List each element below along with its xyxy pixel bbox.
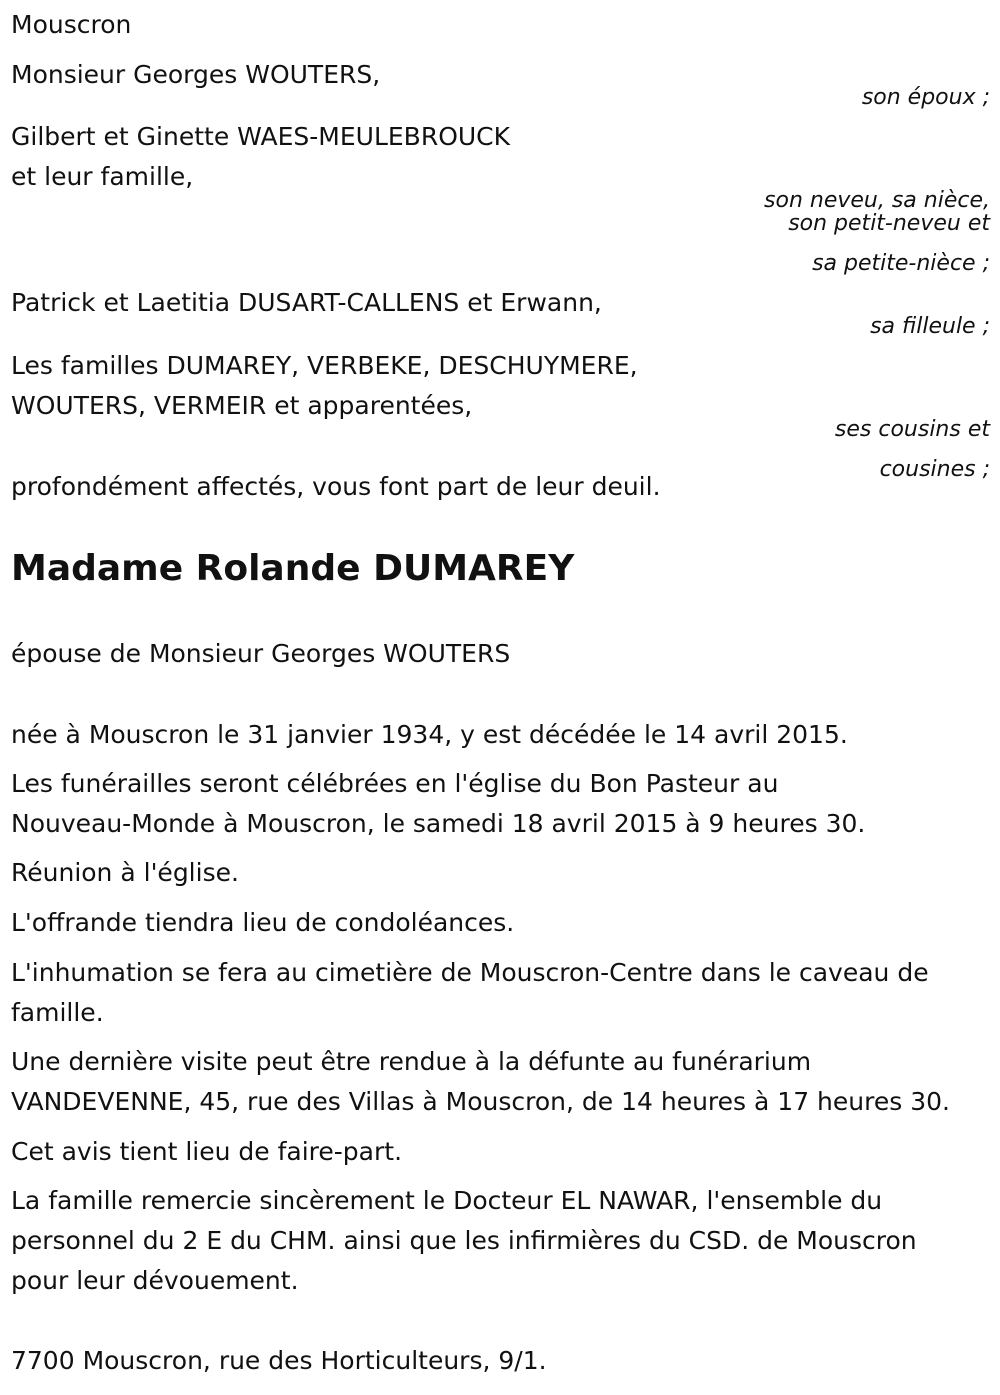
family-relation-line: sa filleule ; bbox=[870, 314, 990, 339]
paragraph-line: L'inhumation se fera au cimetière de Mouscron-Centre dans le caveau de bbox=[11, 958, 929, 987]
paragraph-line: née à Mouscron le 31 janvier 1934, y est décédée le 14 avril 2015. bbox=[11, 720, 848, 749]
spouse-line: épouse de Monsieur Georges WOUTERS bbox=[11, 639, 511, 668]
family-names-line: et leur famille, bbox=[11, 162, 194, 191]
family-names-line: WOUTERS, VERMEIR et apparentées, bbox=[11, 391, 473, 420]
family-names-line: Monsieur Georges WOUTERS, bbox=[11, 60, 381, 89]
paragraph-line: VANDEVENNE, 45, rue des Villas à Mouscron, de 14 heures à 17 heures 30. bbox=[11, 1087, 950, 1116]
paragraph-line: Une dernière visite peut être rendue à la défunte au funérarium bbox=[11, 1047, 812, 1076]
family-relation-line: ses cousins et bbox=[834, 417, 990, 442]
paragraph-line: La famille remercie sincèrement le Docteur EL NAWAR, l'ensemble du bbox=[11, 1186, 883, 1215]
announcement-text: profondément affectés, vous font part de leur deuil. bbox=[11, 472, 661, 501]
family-relation-line: son neveu, sa nièce, bbox=[764, 188, 990, 213]
address-line: 7700 Mouscron, rue des Horticulteurs, 9/1. bbox=[11, 1346, 547, 1375]
city-heading: Mouscron bbox=[11, 10, 132, 39]
paragraph-line: Les funérailles seront célébrées en l'église du Bon Pasteur au bbox=[11, 769, 779, 798]
paragraph-line: Réunion à l'église. bbox=[11, 858, 239, 887]
paragraph-line: personnel du 2 E du CHM. ainsi que les infirmières du CSD. de Mouscron bbox=[11, 1226, 917, 1255]
paragraph-line: pour leur dévouement. bbox=[11, 1266, 299, 1295]
paragraph-line: L'offrande tiendra lieu de condoléances. bbox=[11, 908, 515, 937]
family-relation-line: son petit-neveu et bbox=[788, 211, 990, 236]
deceased-name: Madame Rolande DUMAREY bbox=[11, 548, 575, 589]
paragraph-line: famille. bbox=[11, 998, 104, 1027]
paragraph-line: Nouveau-Monde à Mouscron, le samedi 18 avril 2015 à 9 heures 30. bbox=[11, 809, 866, 838]
family-names-line: Gilbert et Ginette WAES-MEULEBROUCK bbox=[11, 122, 511, 151]
family-relation-line: cousines ; bbox=[879, 457, 990, 482]
family-names-line: Les familles DUMAREY, VERBEKE, DESCHUYMERE, bbox=[11, 351, 638, 380]
paragraph-line: Cet avis tient lieu de faire-part. bbox=[11, 1137, 403, 1166]
family-relation-line: son époux ; bbox=[861, 85, 990, 110]
family-relation-line: sa petite-nièce ; bbox=[812, 251, 990, 276]
family-names-line: Patrick et Laetitia DUSART-CALLENS et Erwann, bbox=[11, 288, 602, 317]
